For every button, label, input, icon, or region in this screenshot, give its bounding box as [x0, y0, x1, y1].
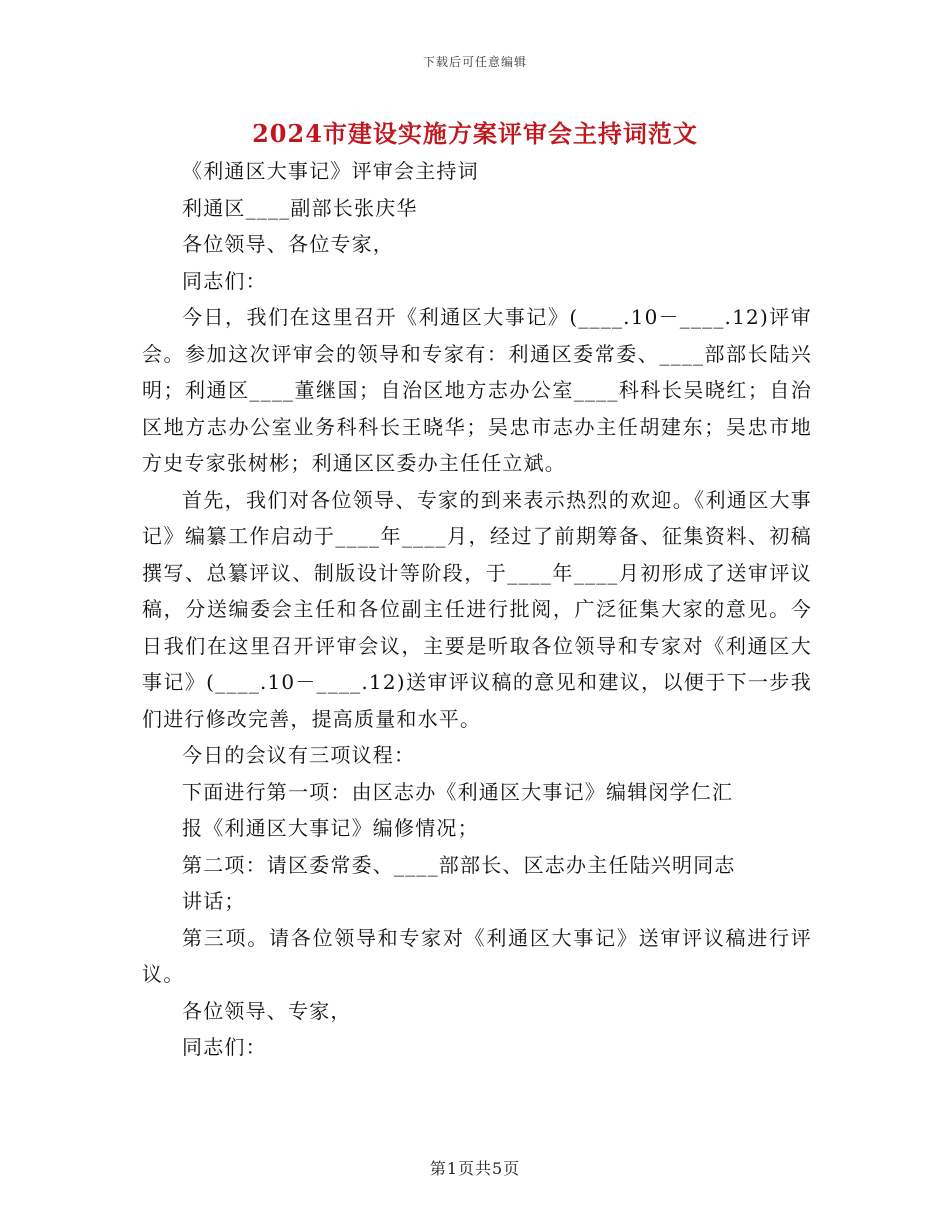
paragraph-welcome: 首先，我们对各位领导、专家的到来表示热烈的欢迎。《利通区大事记》编纂工作启动于____年____月，经过了前期筹备、征集资料、初稿撰写、总纂评议、制版设计等阶段，于____年____月初形成了送审评议稿，分送编委会主任和各位副主任进行批阅，广泛征集大家的意见。今日我们在这里召开评审会议，主要是听取各位领导和专家对《利通区大事记》(____.10－____.12)送审评议稿的意见和建议，以便于下一步我们进行修改完善，提高质量和水平。	[142, 487, 812, 731]
paragraph-agenda-item-3: 第三项。请各位领导和专家对《利通区大事记》送审评议稿进行评议。	[142, 925, 812, 986]
paragraph-agenda-item-1: 下面进行第一项：由区志办《利通区大事记》编辑闵学仁汇	[182, 779, 734, 804]
paragraph-closing-comrades: 同志们：	[182, 1035, 267, 1059]
paragraph-opening: 今日，我们在这里召开《利通区大事记》(____.10－____.12)评审会。参加这次评审会的领导和专家有：利通区委常委、____部部长陆兴明；利通区____董继国；自治区地方志办公室____科科长吴晓红；自治区地方志办公室业务科科长王晓华；吴忠市志办主任胡建东；吴忠市地方史专家张树彬；利通区区委办主任任立斌。	[142, 305, 812, 475]
paragraph-agenda-intro: 今日的会议有三项议程：	[182, 743, 416, 767]
paragraph-author: 利通区____副部长张庆华	[182, 195, 418, 220]
document-title: 2024市建设实施方案评审会主持词范文	[252, 119, 698, 148]
header-note: 下载后可任意编辑	[422, 55, 527, 69]
page-number: 第1页共5页	[429, 1159, 521, 1178]
paragraph-heading: 《利通区大事记》评审会主持词	[182, 159, 479, 183]
document-body	[142, 153, 812, 1066]
paragraph-greeting-comrades: 同志们：	[182, 268, 267, 293]
paragraph-closing-leaders: 各位领导、专家，	[182, 998, 352, 1023]
paragraph-agenda-item-2: 第二项：请区委常委、____部部长、区志办主任陆兴明同志	[182, 852, 736, 877]
paragraph-agenda-item-1-cont: 报《利通区大事记》编修情况；	[182, 816, 479, 840]
paragraph-greeting-leaders: 各位领导、各位专家，	[182, 232, 394, 256]
paragraph-agenda-item-2-cont: 讲话；	[182, 889, 246, 913]
